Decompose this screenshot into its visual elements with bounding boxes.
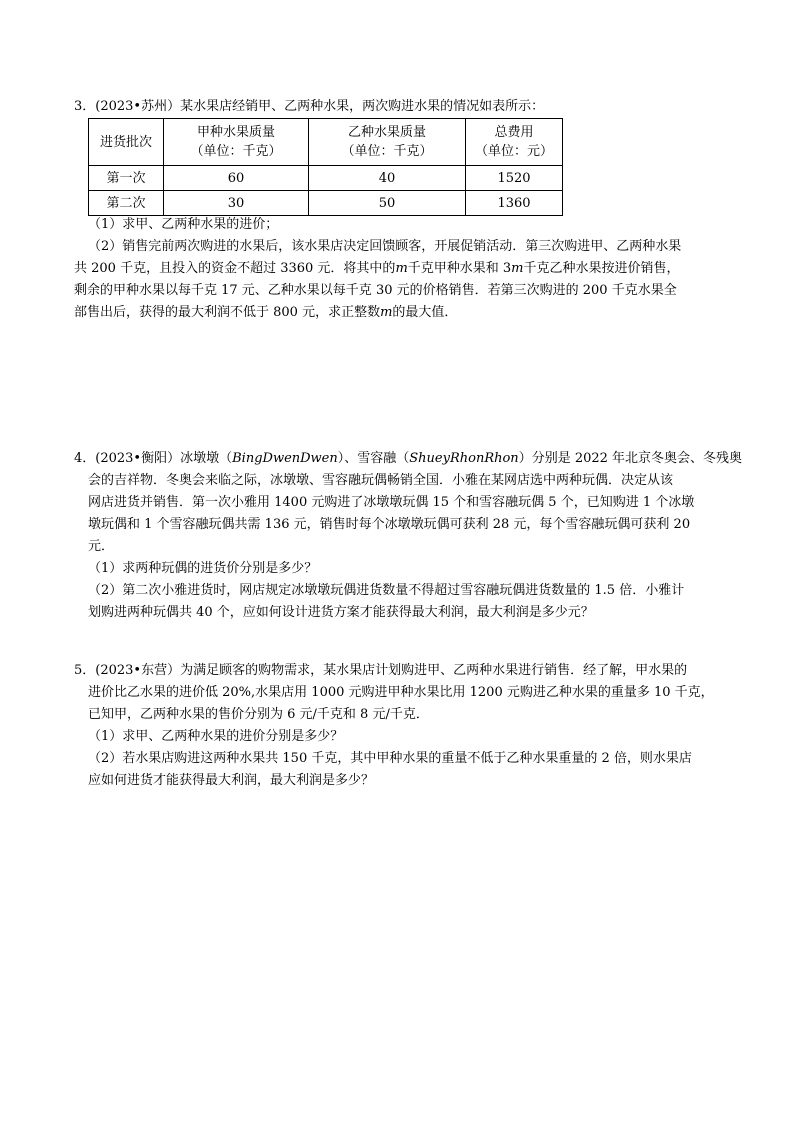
table-row <box>89 191 563 216</box>
question-4-2-line: （2）第二次小雅进货时，网店规定冰墩墩玩偶进货数量不得超过雪容融玩偶进货数量的 1.5 倍．小雅计 <box>88 583 685 598</box>
problem-5-line: 已知甲，乙两种水果的售价分别为 6 元/千克和 8 元/千克． <box>88 707 429 722</box>
problem-3-questions <box>74 214 754 324</box>
table-cell: 40 <box>309 166 466 191</box>
problem-number: 5． <box>74 663 96 678</box>
question-4-1: （1）求两种玩偶的进货价分别是多少？ <box>88 561 318 576</box>
question-3-1: （1）求甲、乙两种水果的进价； <box>88 217 279 232</box>
problem-3 <box>74 96 754 118</box>
table-cell: 第二次 <box>89 191 164 216</box>
table-cell: 1520 <box>466 166 563 191</box>
table-cell: 30 <box>164 191 309 216</box>
table-header-cell: 进货批次 <box>89 119 164 166</box>
problem-3-intro: 3．(2023•苏州）某水果店经销甲、乙两种水果，两次购进水果的情况如表所示： <box>74 99 545 114</box>
table-header-cell: 甲种水果质量 （单位：千克） <box>164 119 309 166</box>
problem-5 <box>74 660 754 792</box>
problem-5-line: 5．(2023•东营）为满足顾客的购物需求，某水果店计划购进甲、乙两种水果进行销售．经了解，甲水果的 <box>74 663 688 678</box>
table-header-row <box>89 119 563 166</box>
table-header-cell: 总费用 （单位：元） <box>466 119 563 166</box>
problem-4-line: 会的吉祥物．冬奥会来临之际，冰墩墩、雪容融玩偶畅销全国．小雅在某网店选中两种玩偶．决定从该 <box>88 473 674 488</box>
question-3-2-line: 共 200 千克，且投入的资金不超过 3360 元．将其中的m千克甲种水果和 3m千克乙种水果按进价销售， <box>74 261 680 276</box>
table-cell: 50 <box>309 191 466 216</box>
table-cell: 60 <box>164 166 309 191</box>
problem-4 <box>74 448 754 624</box>
question-3-2-line: 部售出后，获得的最大利润不低于 800 元，求正整数m的最大值． <box>74 305 458 320</box>
question-3-2-line: （2）销售完前两次购进的水果后，该水果店决定回馈顾客，开展促销活动．第三次购进甲、乙两种水果 <box>88 239 682 254</box>
table-header-cell: 乙种水果质量 （单位：千克） <box>309 119 466 166</box>
table-cell: 1360 <box>466 191 563 216</box>
question-3-2-line: 剩余的甲种水果以每千克 17 元、乙种水果以每千克 30 元的价格销售．若第三次购进的 200 千克水果全 <box>74 283 677 298</box>
problem-5-line: 进价比乙水果的进价低 20%,水果店用 1000 元购进甲种水果比用 1200 元购进乙种水果的重量多 10 千克， <box>88 685 714 700</box>
problem-4-line: 网店进货并销售．第一次小雅用 1400 元购进了冰墩墩玩偶 15 个和雪容融玩偶 5 个，已知购进 1 个冰墩 <box>88 495 695 510</box>
question-4-2-line: 划购进两种玩偶共 40 个，应如何设计进货方案才能获得最大利润，最大利润是多少元？ <box>88 605 594 620</box>
question-5-2-line: 应如何进货才能获得最大利润，最大利润是多少？ <box>88 773 375 788</box>
problem-4-line: 元． <box>88 539 115 554</box>
question-5-2-line: （2）若水果店购进这两种水果共 150 千克，其中甲种水果的重量不低于乙种水果重量的 2 倍，则水果店 <box>88 751 692 766</box>
question-5-1: （1）求甲、乙两种水果的进价分别是多少？ <box>88 729 344 744</box>
table-cell: 第一次 <box>89 166 164 191</box>
table-row <box>89 166 563 191</box>
problem-4-line: 4．(2023•衡阳）冰墩墩（BingDwenDwen）、雪容融（ShueyRhonRhon）分别是 2022 年北京冬奥会、冬残奥 <box>74 451 743 466</box>
problem-number: 4． <box>74 451 96 466</box>
problem-4-line: 墩玩偶和 1 个雪容融玩偶共需 136 元，销售时每个冰墩墩玩偶可获利 28 元，每个雪容融玩偶可获利 20 <box>88 517 691 532</box>
problem-number: 3． <box>74 99 96 114</box>
purchase-table <box>88 118 563 216</box>
